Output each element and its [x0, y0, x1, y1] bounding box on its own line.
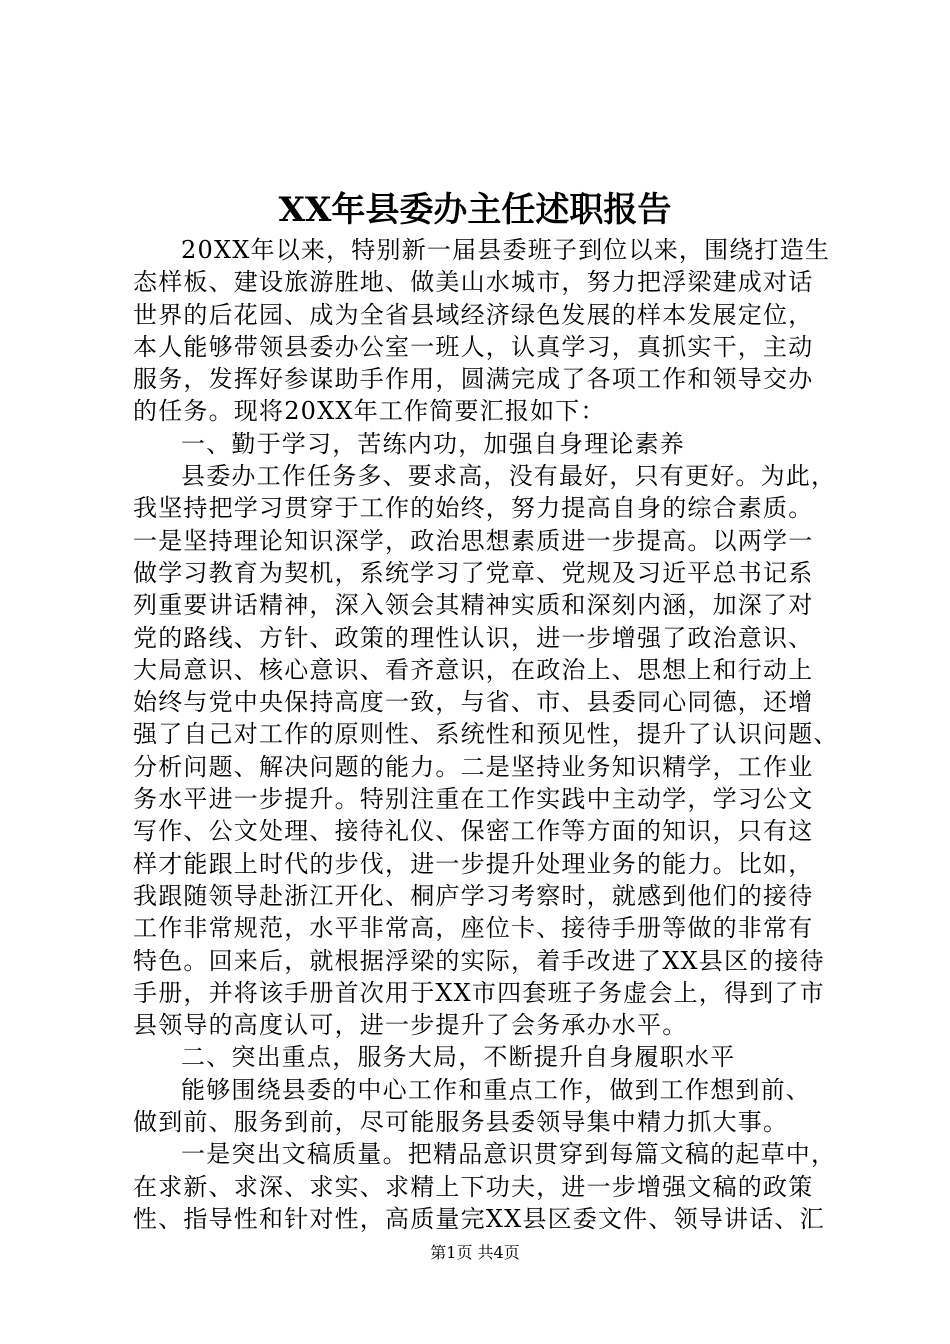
body-line: 世界的后花园、成为全省县域经济绿色发展的样本发展定位， — [133, 300, 814, 329]
body-line: 本人能够带领县委办公室一班人，认真学习，真抓实干，主动 — [133, 332, 814, 361]
body-line: 我跟随领导赴浙江开化、桐庐学习考察时，就感到他们的接待 — [133, 881, 814, 910]
body-line: 县领导的高度认可，进一步提升了会务承办水平。 — [133, 1011, 688, 1040]
body-line: 写作、公文处理、接待礼仪、保密工作等方面的知识，只有这 — [133, 817, 814, 846]
body-line: 能够围绕县委的中心工作和重点工作，做到工作想到前、 — [181, 1075, 811, 1104]
body-line: 强了自己对工作的原则性、系统性和预见性，提升了认识问题、 — [133, 720, 839, 749]
document-body — [133, 234, 839, 1235]
body-line: 始终与党中央保持高度一致，与省、市、县委同心同德，还增 — [133, 688, 814, 717]
page-number-footer: 第1页 共4页 — [430, 1243, 520, 1262]
body-line: 20XX年以来，特别新一届县委班子到位以来，围绕打造生 — [181, 236, 831, 264]
body-line: 性、指导性和针对性，高质量完XX县区委文件、领导讲话、汇 — [133, 1204, 825, 1233]
body-line: 一是突出文稿质量。把精品意识贯穿到每篇文稿的起草中， — [181, 1140, 837, 1169]
body-line: 在求新、求深、求实、求精上下功夫，进一步增强文稿的政策 — [133, 1172, 814, 1201]
body-line: 特色。回来后，就根据浮梁的实际，着手改进了XX县区的接待 — [133, 946, 825, 975]
body-line: 的任务。现将20XX年工作简要汇报如下： — [133, 397, 606, 426]
body-line: 样才能跟上时代的步伐，进一步提升处理业务的能力。比如， — [133, 849, 814, 878]
body-line: 一是坚持理论知识深学，政治思想素质进一步提高。以两学一 — [133, 526, 814, 555]
body-line: 列重要讲话精神，深入领会其精神实质和深刻内涵，加深了对 — [133, 591, 814, 620]
body-line: 做学习教育为契机，系统学习了党章、党规及习近平总书记系 — [133, 558, 814, 587]
section-heading-2: 二、突出重点，服务大局，不断提升自身履职水平 — [181, 1043, 736, 1072]
body-line: 党的路线、方针、政策的理性认识，进一步增强了政治意识、 — [133, 623, 814, 652]
body-line: 工作非常规范，水平非常高，座位卡、接待手册等做的非常有 — [133, 914, 814, 943]
section-heading-1: 一、勤于学习，苦练内功，加强自身理论素养 — [181, 429, 685, 458]
body-line: 手册，并将该手册首次用于XX市四套班子务虚会上，得到了市 — [133, 978, 825, 1007]
body-line: 态样板、建设旅游胜地、做美山水城市，努力把浮梁建成对话 — [133, 268, 814, 297]
body-line: 我坚持把学习贯穿于工作的始终，努力提高自身的综合素质。 — [133, 494, 814, 523]
body-line: 服务，发挥好参谋助手作用，圆满完成了各项工作和领导交办 — [133, 365, 814, 394]
body-line: 做到前、服务到前，尽可能服务县委领导集中精力抓大事。 — [133, 1108, 789, 1137]
body-line: 大局意识、核心意识、看齐意识，在政治上、思想上和行动上 — [133, 655, 814, 684]
document-title: XX年县委办主任述职报告 — [278, 190, 672, 230]
body-line: 分析问题、解决问题的能力。二是坚持业务知识精学，工作业 — [133, 752, 814, 781]
body-line: 务水平进一步提升。特别注重在工作实践中主动学，学习公文 — [133, 785, 814, 814]
body-line: 县委办工作任务多、要求高，没有最好，只有更好。为此， — [181, 462, 837, 491]
